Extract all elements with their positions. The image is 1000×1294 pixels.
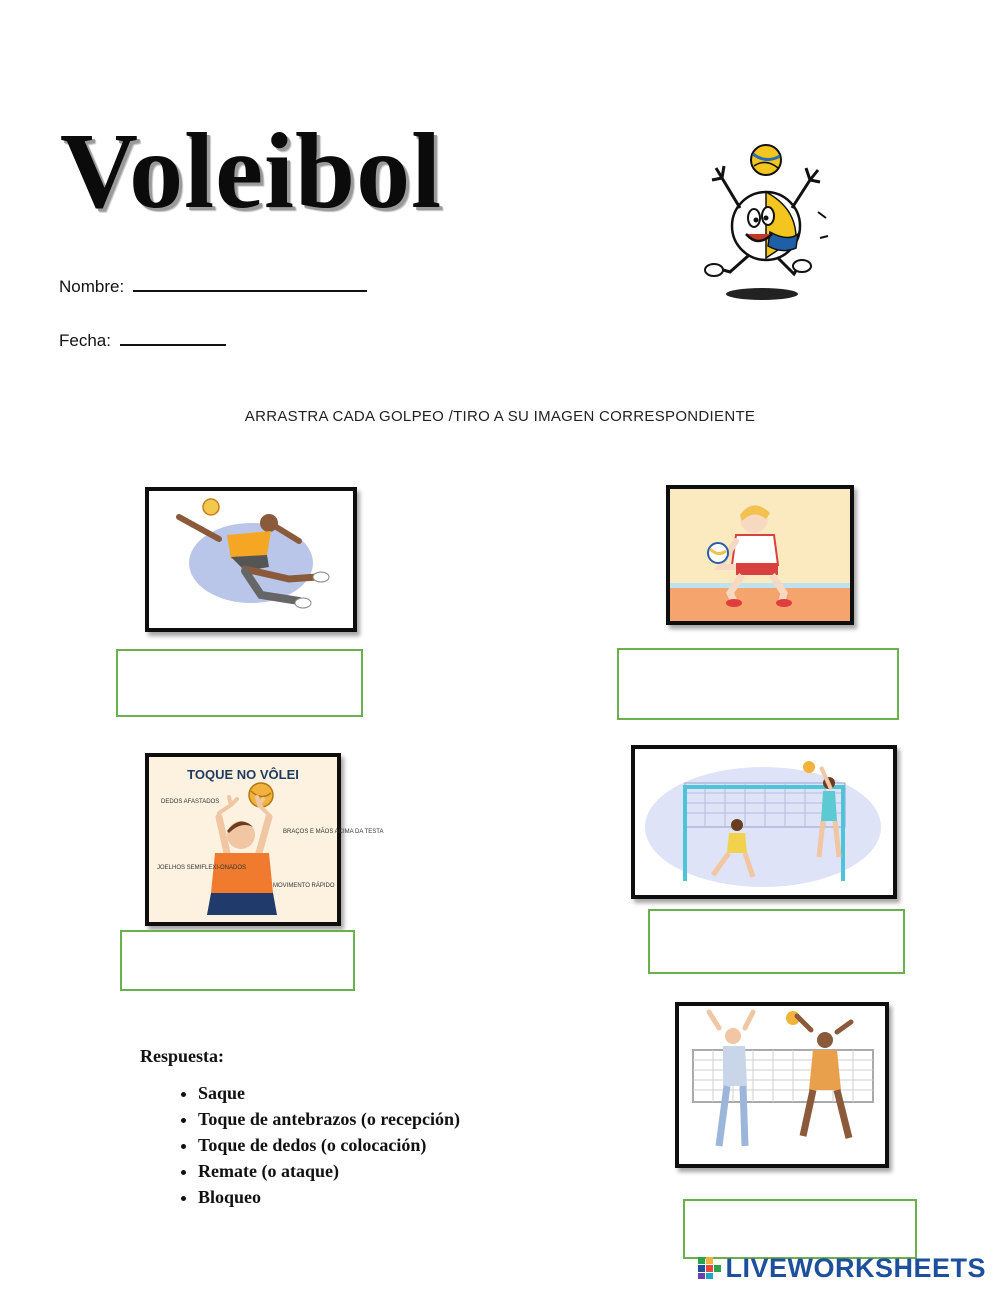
drop-box-2[interactable]	[617, 648, 899, 720]
page-title: Voleibol	[60, 112, 443, 231]
answers-list	[140, 1083, 460, 1208]
answers-section	[140, 1046, 460, 1213]
nombre-label: Nombre:	[59, 277, 125, 296]
fecha-field	[59, 328, 226, 351]
volleyball-mascot-image	[700, 138, 830, 304]
toque-dedos-image	[145, 753, 384, 926]
toque-caption: TOQUE NO VÔLEI	[187, 767, 299, 782]
toque-label-4: MOVIMENTO RÁPIDO	[273, 883, 335, 889]
drop-box-1[interactable]	[116, 649, 363, 717]
saque-image	[145, 487, 357, 632]
nombre-line	[133, 274, 367, 292]
answer-item-toque-dedos[interactable]: • Toque de dedos (o colocación)	[198, 1135, 460, 1156]
drop-box-3[interactable]	[120, 930, 355, 991]
answer-item-bloqueo[interactable]: • Bloqueo	[198, 1187, 460, 1208]
toque-label-3: JOELHOS SEMIFLEXI-ONADOS	[157, 865, 247, 871]
answer-item-remate[interactable]: • Remate (o ataque)	[198, 1161, 460, 1182]
answer-item-saque[interactable]: • Saque	[198, 1083, 460, 1104]
drop-box-5[interactable]	[683, 1199, 917, 1259]
answers-heading: Respuesta:	[140, 1046, 224, 1066]
liveworksheets-logo	[697, 1254, 986, 1282]
remate-image	[631, 745, 897, 899]
fecha-line	[120, 328, 226, 346]
toque-label-2: BRAÇOS E MÃOS ACIMA DA TESTA	[283, 829, 384, 835]
toque-label-1: DEDOS AFASTADOS	[161, 799, 220, 805]
toque-antebrazos-image	[666, 485, 854, 625]
drop-box-4[interactable]	[648, 909, 905, 974]
answer-item-toque-antebrazos[interactable]: • Toque de antebrazos (o recepción)	[198, 1109, 460, 1130]
fecha-label: Fecha:	[59, 331, 111, 350]
liveworksheets-cube-icon	[697, 1256, 723, 1280]
nombre-field	[59, 274, 367, 297]
instruction-text: ARRASTRA CADA GOLPEO /TIRO A SU IMAGEN CORRESPONDIENTE	[244, 408, 756, 425]
bloqueo-image	[675, 1002, 889, 1168]
brand-name: LIVEWORKSHEETS	[725, 1252, 986, 1283]
